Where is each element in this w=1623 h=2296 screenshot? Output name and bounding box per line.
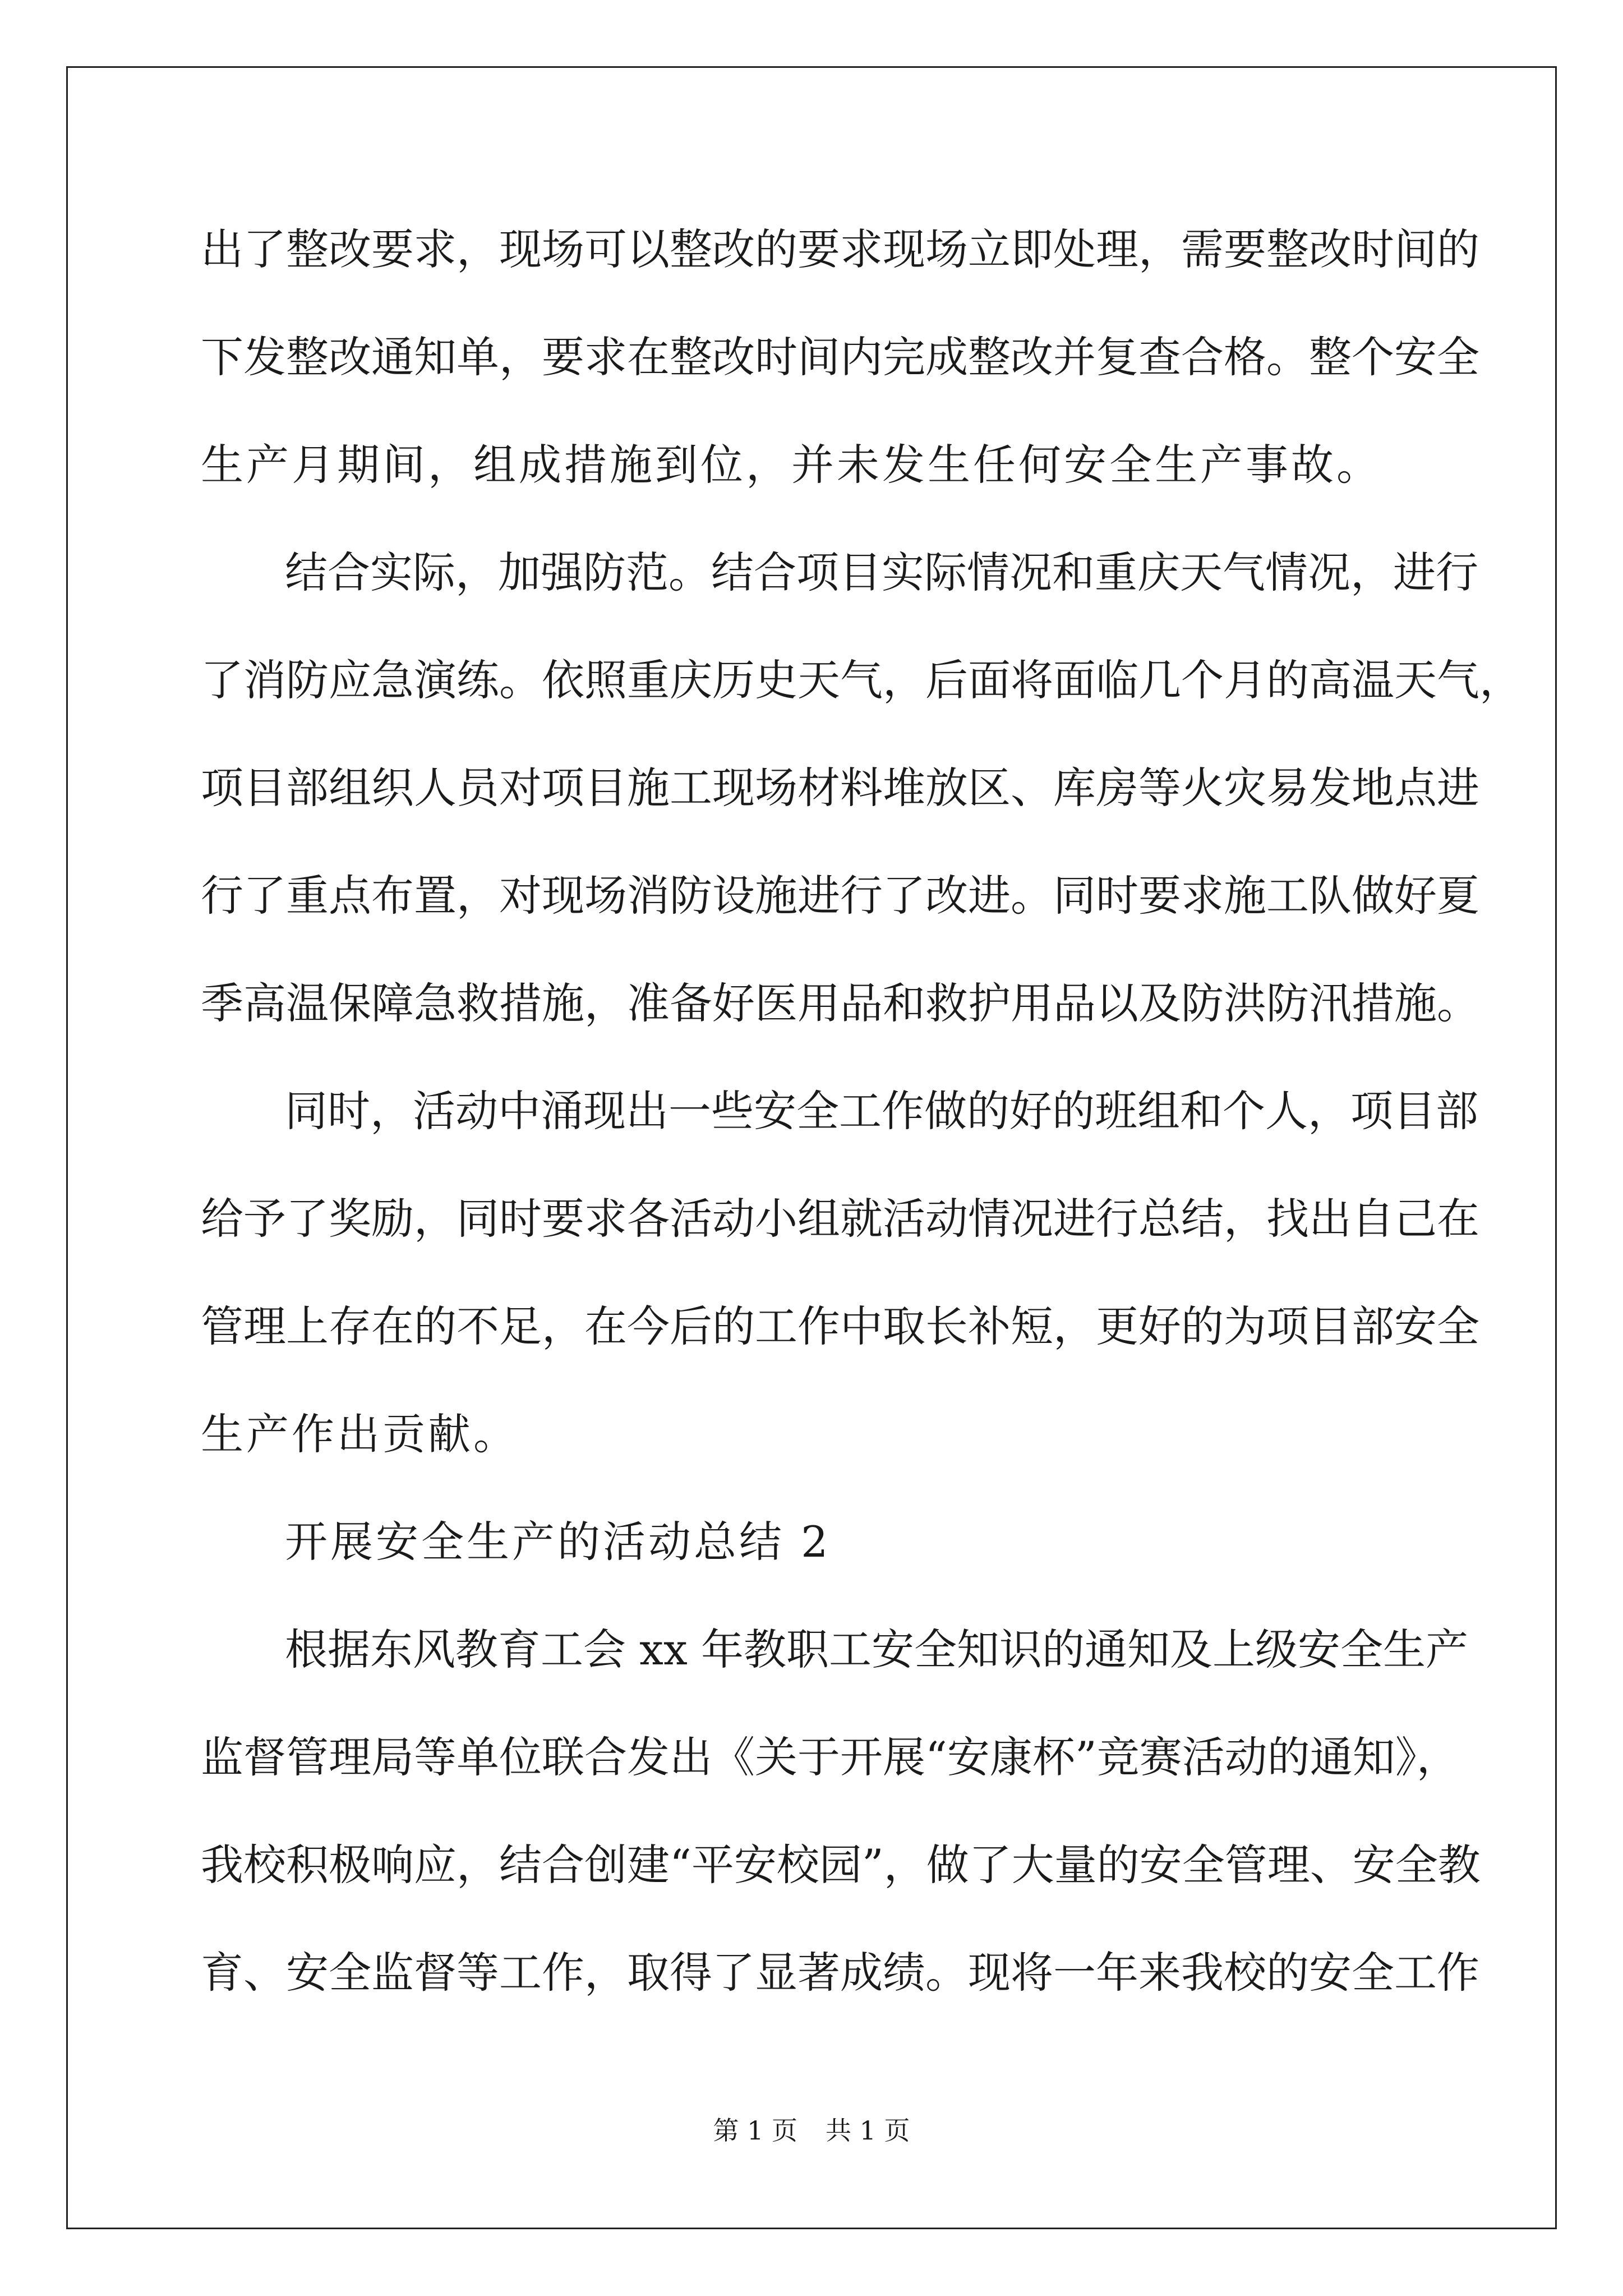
text-line: 行了重点布置，对现场消防设施进行了改进。同时要求施工队做好夏 — [201, 871, 1479, 921]
page-number-current: 第 1 页 — [713, 2115, 797, 2146]
text-line: 监督管理局等单位联合发出《关于开展“安康杯”竞赛活动的通知》， — [201, 1732, 1459, 1782]
paragraph-start-line: 结合实际，加强防范。结合项目实际情况和重庆天气情况，进行 — [285, 547, 1478, 597]
text-line: 项目部组织人员对项目施工现场材料堆放区、库房等火灾易发地点进 — [201, 763, 1479, 813]
text-line: 了消防应急演练。依照重庆历史天气，后面将面临几个月的高温天气， — [201, 655, 1522, 705]
text-line: 生产作出贡献。 — [201, 1409, 519, 1459]
text-line: 我校积极响应，结合创建“平安校园”，做了大量的安全管理、安全教 — [201, 1840, 1481, 1890]
section-heading: 开展安全生产的活动总结 2 — [285, 1517, 831, 1567]
paragraph-start-line: 根据东风教育工会 xx 年教职工安全知识的通知及上级安全生产 — [285, 1625, 1469, 1674]
text-line: 生产月期间，组成措施到位，并未发生任何安全生产事故。 — [201, 440, 1382, 490]
text-line: 给予了奖励，同时要求各活动小组就活动情况进行总结，找出自己在 — [201, 1194, 1479, 1244]
text-line: 管理上存在的不足，在今后的工作中取长补短，更好的为项目部安全 — [201, 1301, 1479, 1351]
paragraph-start-line: 同时，活动中涌现出一些安全工作做的好的班组和个人，项目部 — [285, 1086, 1478, 1136]
page-number-total: 共 1 页 — [826, 2115, 910, 2146]
text-line: 下发整改通知单，要求在整改时间内完成整改并复查合格。整个安全 — [201, 332, 1479, 382]
page-footer — [0, 2114, 1623, 2147]
text-line: 出了整改要求，现场可以整改的要求现场立即处理，需要整改时间的 — [201, 224, 1479, 274]
text-line: 季高温保障急救措施，准备好医用品和救护用品以及防洪防汛措施。 — [201, 978, 1479, 1028]
text-line: 育、安全监督等工作，取得了显著成绩。现将一年来我校的安全工作 — [201, 1948, 1479, 1998]
